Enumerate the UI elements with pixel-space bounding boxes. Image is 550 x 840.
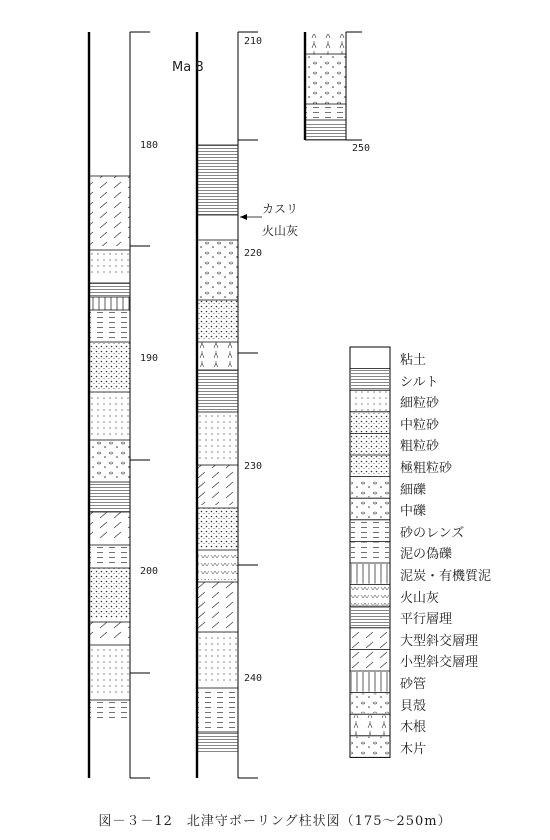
very-coarse-sand-symbol — [351, 456, 389, 476]
legend-label: 砂のレンズ — [400, 525, 465, 541]
legend-label: 泥炭・有機質泥 — [400, 569, 492, 584]
legend-label: 木片 — [400, 741, 427, 757]
parallel-lamination-symbol — [351, 607, 389, 627]
medium-sand-symbol — [351, 413, 389, 433]
depth-label-230: 230 — [244, 461, 263, 472]
legend-label: 細礫 — [400, 482, 427, 498]
legend-label: 小型斜交層理 — [400, 655, 479, 671]
legend-label: 貝殻 — [400, 698, 427, 714]
legend-label: 粘土 — [400, 353, 427, 368]
root-symbol — [351, 715, 389, 735]
legend-label: 細粒砂 — [400, 396, 440, 412]
peat-symbol — [351, 564, 389, 584]
clay-symbol — [351, 348, 389, 368]
wood-fragment-symbol — [351, 737, 389, 757]
depth-label-250: 250 — [352, 143, 371, 154]
figure-caption: 図－３－12 北津守ボーリング柱状図（175～250m） — [98, 814, 452, 829]
medium-gravel-symbol — [351, 499, 389, 519]
depth-label-180: 180 — [140, 140, 159, 151]
fine-sand-symbol — [351, 391, 389, 411]
shell-symbol — [351, 694, 389, 714]
volcanic-ash-symbol — [351, 586, 389, 606]
fine-gravel-symbol — [351, 478, 389, 498]
boring-column-3 — [305, 32, 362, 140]
legend-label: シルト — [400, 374, 439, 390]
small-cross-bedding-symbol — [351, 650, 389, 670]
legend-label: 中粒砂 — [400, 417, 440, 433]
legend-label: 平行層理 — [400, 612, 453, 628]
legend-label: 中礫 — [400, 504, 427, 520]
coarse-sand-symbol — [351, 434, 389, 454]
kasuri-label: カスリ — [262, 202, 299, 216]
silt-symbol — [351, 370, 389, 390]
legend-label: 木根 — [400, 720, 427, 736]
legend-symbols — [350, 347, 390, 757]
legend-label: 大型斜交層理 — [400, 633, 479, 649]
depth-label-190: 190 — [140, 353, 159, 364]
volcanic-ash-label: 火山灰 — [262, 224, 299, 238]
sand-pipe-symbol — [351, 672, 389, 692]
legend-label: 粗粒砂 — [400, 439, 440, 455]
depth-label-220: 220 — [244, 248, 263, 259]
marker-label-ma8: Ma 8 — [172, 60, 204, 75]
legend-label: 火山灰 — [400, 590, 440, 606]
boring-column-2 — [197, 32, 262, 778]
depth-label-240: 240 — [244, 673, 263, 684]
depth-label-200: 200 — [140, 566, 159, 577]
mud-clast-symbol — [351, 542, 389, 562]
sand-lens-symbol — [351, 521, 389, 541]
large-cross-bedding-symbol — [351, 629, 389, 649]
depth-label-210: 210 — [244, 36, 263, 47]
legend-label: 泥の偽礫 — [400, 547, 453, 563]
legend-label: 極粗粒砂 — [400, 461, 453, 476]
legend-label: 砂管 — [400, 677, 427, 692]
